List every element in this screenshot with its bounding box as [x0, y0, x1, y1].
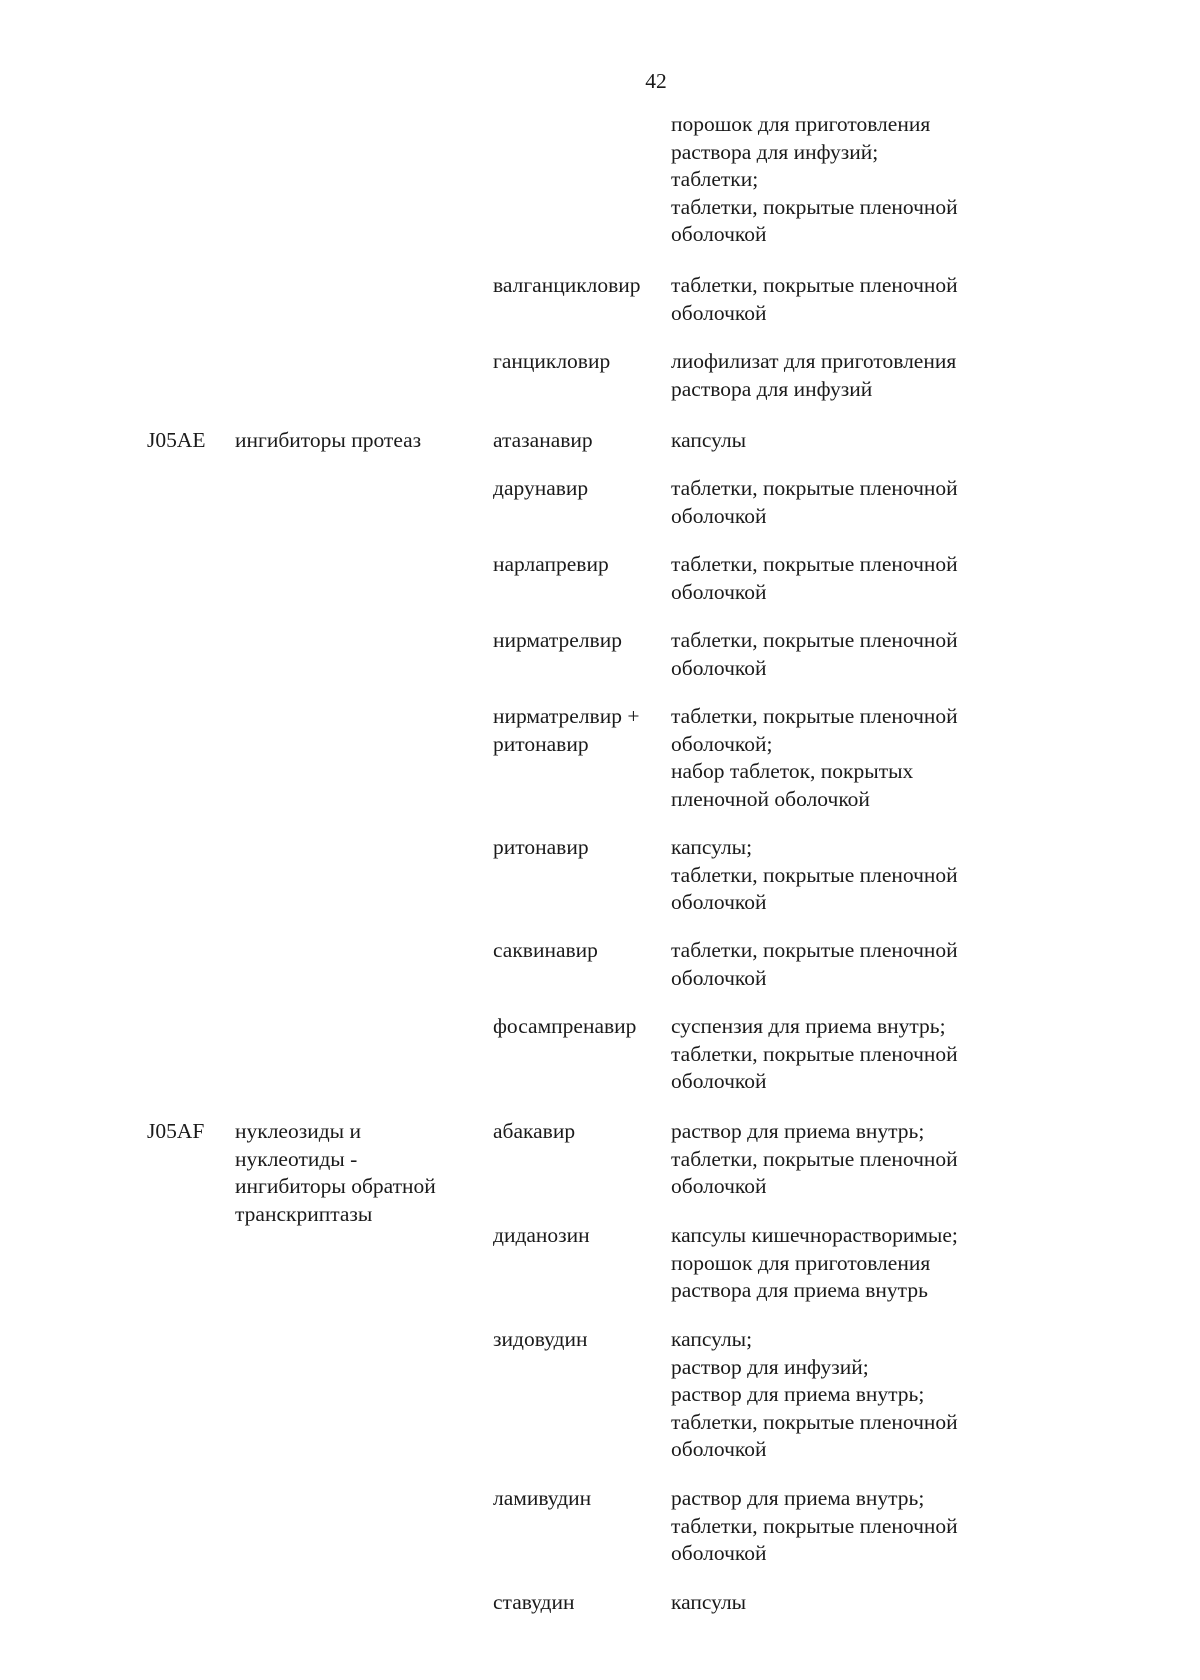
dosage-forms: таблетки, покрытые пленочной оболочкой — [671, 628, 958, 680]
dosage-forms: суспензия для приема внутрь; таблетки, покрытые пленочной оболочкой — [671, 1014, 958, 1093]
drug-name: ганцикловир — [493, 349, 611, 373]
dosage-forms: капсулы — [671, 1590, 747, 1614]
drug-name: нирматрелвир — [493, 628, 622, 652]
dosage-forms: таблетки, покрытые пленочной оболочкой — [671, 273, 958, 325]
drug-name: абакавир — [493, 1119, 576, 1143]
drug-name: зидовудин — [493, 1327, 588, 1351]
dosage-forms: капсулы — [671, 428, 747, 452]
drug-name: диданозин — [493, 1223, 590, 1247]
page-number: 42 — [645, 69, 667, 93]
drug-name: фосампренавир — [493, 1014, 637, 1038]
drug-name: нирматрелвир + ритонавир — [493, 704, 640, 756]
dosage-forms: порошок для приготовления раствора для инфузий; таблетки; таблетки, покрытые пленочной оболочкой — [671, 112, 958, 246]
drug-name: ритонавир — [493, 835, 589, 859]
drug-name: саквинавир — [493, 938, 598, 962]
drug-name: нарлапревир — [493, 552, 609, 576]
dosage-forms: таблетки, покрытые пленочной оболочкой — [671, 552, 958, 604]
dosage-forms: таблетки, покрытые пленочной оболочкой — [671, 938, 958, 990]
atc-group: ингибиторы протеаз — [235, 428, 422, 452]
dosage-forms: раствор для приема внутрь; таблетки, покрытые пленочной оболочкой — [671, 1119, 958, 1198]
dosage-forms: таблетки, покрытые пленочной оболочкой; набор таблеток, покрытых пленочной оболочкой — [671, 704, 958, 811]
dosage-forms: капсулы; таблетки, покрытые пленочной оболочкой — [671, 835, 958, 914]
atc-group: нуклеозиды и нуклеотиды - ингибиторы обратной транскриптазы — [235, 1119, 436, 1226]
dosage-forms: лиофилизат для приготовления раствора для инфузий — [671, 349, 957, 401]
atc-code: J05AF — [147, 1119, 205, 1143]
atc-code: J05AE — [147, 428, 206, 452]
dosage-forms: капсулы; раствор для инфузий; раствор для приема внутрь; таблетки, покрытые пленочной оболочкой — [671, 1327, 958, 1461]
drug-name: валганцикловир — [493, 273, 641, 297]
drug-name: дарунавир — [493, 476, 589, 500]
drug-name: ставудин — [493, 1590, 575, 1614]
drug-name: атазанавир — [493, 428, 593, 452]
dosage-forms: таблетки, покрытые пленочной оболочкой — [671, 476, 958, 528]
drug-name: ламивудин — [493, 1486, 592, 1510]
dosage-forms: капсулы кишечнорастворимые; порошок для приготовления раствора для приема внутрь — [671, 1223, 958, 1302]
dosage-forms: раствор для приема внутрь; таблетки, покрытые пленочной оболочкой — [671, 1486, 958, 1565]
